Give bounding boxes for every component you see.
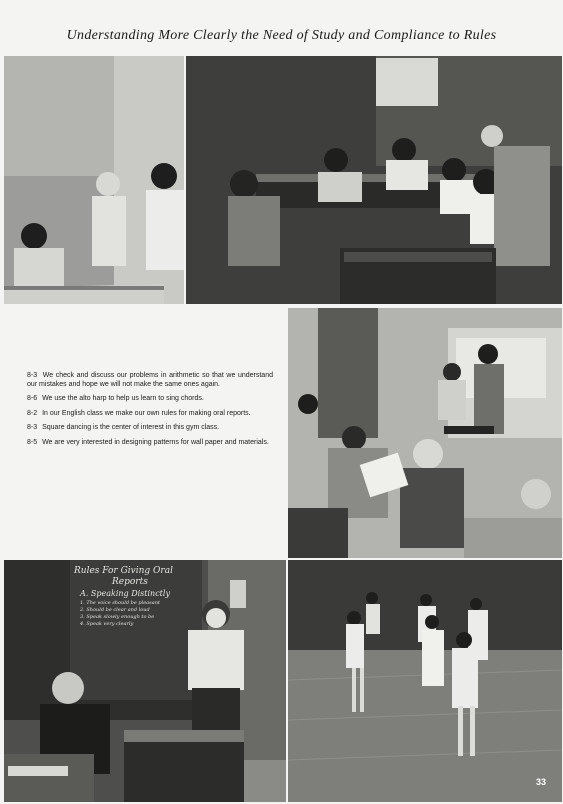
blackboard-line: 1. The voice should be pleasant	[80, 600, 160, 606]
blackboard-line: Reports	[112, 577, 148, 587]
caption-item	[27, 424, 273, 433]
photo-arithmetic-group	[186, 56, 562, 304]
caption-text: In our English class we make our own rules for making oral reports.	[42, 409, 251, 417]
caption-text: We are very interested in designing patterns for wall paper and materials.	[42, 438, 269, 446]
caption-item	[27, 372, 273, 389]
photo-alto-harp-image	[288, 308, 562, 558]
caption-text: Square dancing is the center of interest in this gym class.	[42, 424, 220, 432]
blackboard-line: 2. Should be clear and loud	[80, 607, 150, 613]
caption-item	[27, 395, 273, 404]
photo-square-dancing-image	[288, 560, 562, 802]
page-title: Understanding More Clearly the Need of Study and Compliance to Rules	[66, 28, 497, 43]
blackboard-text	[74, 566, 202, 628]
photo-arithmetic-standing-image	[4, 56, 184, 304]
photo-square-dancing	[288, 560, 562, 802]
caption-item	[27, 410, 273, 419]
blackboard-line: Rules For Giving Oral	[74, 566, 173, 576]
photo-english-class	[4, 560, 286, 802]
caption-text: We use the alto harp to help us learn to sing chords.	[42, 395, 204, 403]
caption-number: 8-2	[27, 409, 38, 417]
blackboard-line: 4. Speak very clearly	[80, 621, 134, 627]
caption-text: We check and discuss our problems in arithmetic so that we understand our mistakes and hope we will not make the same ones again.	[27, 372, 273, 388]
captions-block	[27, 372, 273, 454]
blackboard-line: A. Speaking Distinctly	[80, 589, 170, 598]
photo-alto-harp	[288, 308, 562, 558]
caption-number: 8-6	[27, 395, 38, 403]
caption-number: 8-3	[27, 424, 38, 432]
photo-arithmetic-group-image	[186, 56, 562, 304]
page-number: 33	[536, 777, 547, 787]
caption-number: 8-3	[27, 372, 38, 379]
caption-number: 8-5	[27, 438, 38, 446]
caption-item	[27, 439, 273, 448]
blackboard-line: 3. Speak slowly enough to be	[80, 614, 155, 620]
photo-arithmetic-standing	[4, 56, 184, 304]
